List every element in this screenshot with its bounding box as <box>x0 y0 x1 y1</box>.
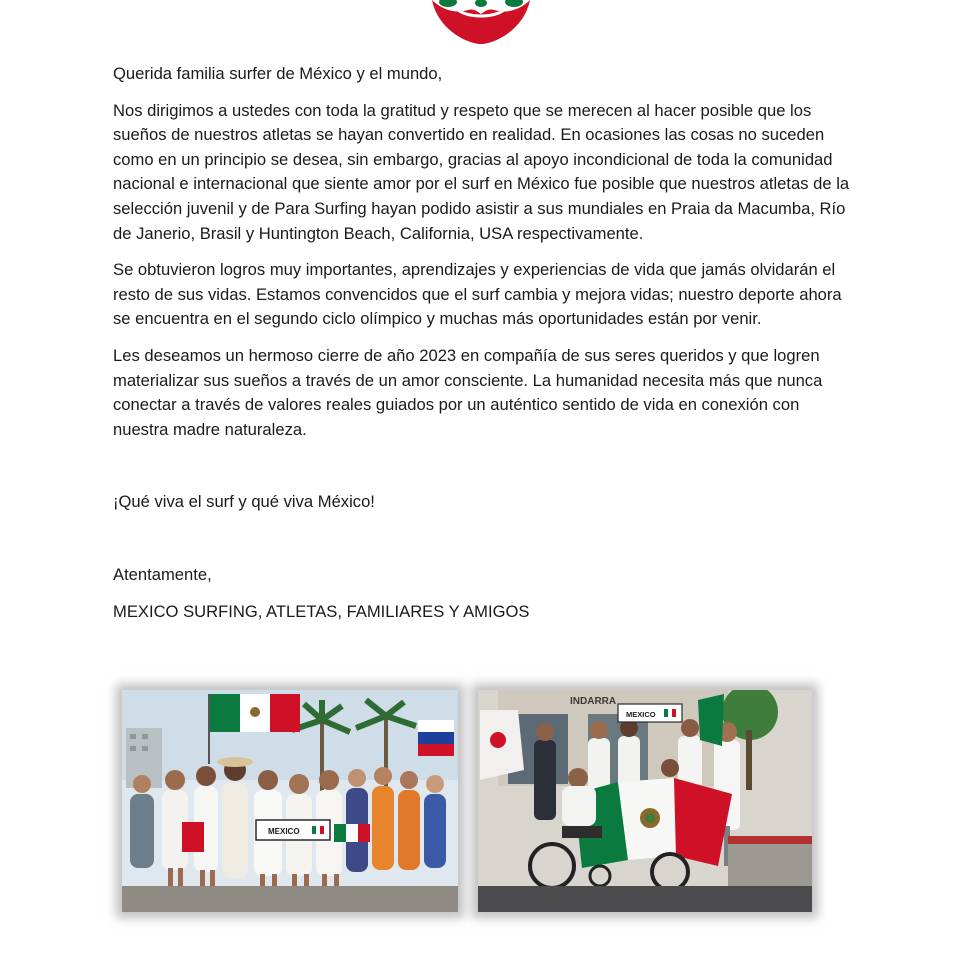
letter-paragraph-2: Se obtuvieron logros muy importantes, aprendizajes y experiencias de vida que jamás olvidarán el resto de sus vidas. Estamos convencidos que el surf cambia y mejora vidas; nuestro deporte ahora se encuentra en el segundo ciclo olímpico y muchas más oportunidades están por venir. <box>113 260 842 329</box>
letter-greeting: Querida familia surfer de México y el mundo, <box>113 64 443 83</box>
letter-signature: MEXICO SURFING, ATLETAS, FAMILIARES Y AMIGOS <box>113 601 530 621</box>
letter-sign-off: Atentamente, <box>113 564 212 584</box>
country-sign-mexico-right: MEXICO <box>626 710 656 719</box>
photo-youth-team <box>122 690 458 912</box>
letter-paragraph-3: Les deseamos un hermoso cierre de año 2023 en compañía de sus seres queridos y que logren materializar sus sueños a través de un amor consciente. La humanidad necesita más que nunca conectar a través de valores reales guiados por un auténtico sentido de vida en conexión con nuestra madre naturaleza. <box>113 345 823 439</box>
photo-para-surfing-team <box>478 690 812 912</box>
mexico-surfing-logo-icon <box>428 0 534 44</box>
letter-cheer: ¡Qué viva el surf y qué viva México! <box>113 492 375 512</box>
letter-paragraph-1: Nos dirigimos a ustedes con toda la gratitud y respeto que se merecen al hacer posible que los sueños de nuestros atletas se hayan convertido en realidad. En ocasiones las cosas no suceden como en un principio se desea, sin embargo, gracias al apoyo incondicional de toda la comunidad nacional e internacional que siente amor por el surf en México fue posible que nuestros atletas de la selección juvenil y de Para Surfing hayan podido asistir a sus mundiales en Praia da Macumba, Río de Janerio, Brasil y Huntington Beach, California, USA respectivamente. <box>113 100 850 243</box>
country-sign-mexico-left: MEXICO <box>268 827 300 836</box>
storefront-sign: INDARRA <box>570 696 617 707</box>
letter-body <box>113 62 853 636</box>
